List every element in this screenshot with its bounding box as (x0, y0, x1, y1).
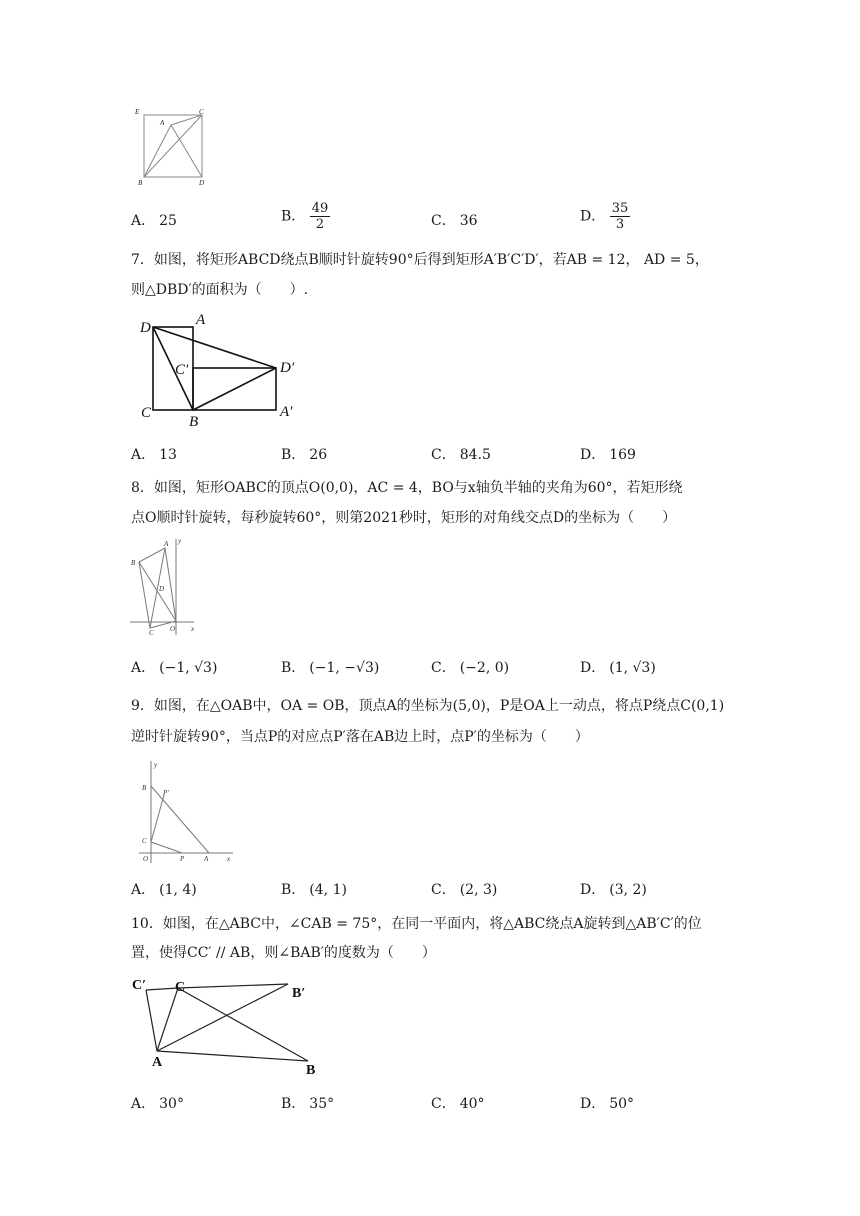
q9-figure (135, 757, 240, 867)
q9-label-b: B (142, 784, 147, 792)
q7-label-c: C (141, 405, 152, 421)
q8-label-a: A (164, 540, 169, 548)
q9-label-p-prime: P′ (163, 789, 169, 797)
q9-stem-line1: 9．如图，在△OAB中，OA = OB，顶点A的坐标为(5,0)，P是OA上一动点，将点P绕点C(0,1) (131, 698, 725, 714)
q7-option-b[interactable]: B． 26 (281, 447, 328, 463)
q10-label-a: A (152, 1055, 163, 1070)
q7-label-d-prime: D′ (280, 360, 295, 376)
q9-label-a: A (204, 855, 209, 863)
q6-label-c: C (199, 108, 204, 116)
q9-label-p: P (180, 855, 185, 863)
q6-option-c[interactable]: C． 36 (431, 213, 478, 229)
q8-stem-line2: 点O顺时针旋转，每秒旋转60°，则第2021秒时，矩形的对角线交点D的坐标为（ ） (131, 510, 677, 526)
q7-label-a: A (196, 312, 206, 328)
q6-option-b-fraction: $\frac{49}{2}$ (311, 201, 329, 232)
q10-figure (128, 972, 328, 1077)
q9-option-b[interactable]: B． (4, 1) (281, 882, 347, 898)
q10-label-b-prime: B′ (292, 986, 306, 1001)
q6-option-d[interactable]: D． $\frac{35}{3}$ (580, 201, 629, 232)
q9-option-c[interactable]: C． (2, 3) (431, 882, 498, 898)
q9-label-c: C (142, 837, 147, 845)
q9-label-o: O (143, 855, 149, 863)
q9-option-d[interactable]: D． (3, 2) (580, 882, 647, 898)
q8-label-b: B (131, 559, 136, 567)
q7-option-d[interactable]: D． 169 (580, 447, 636, 463)
q8-option-a[interactable]: A． (−1, √3) (131, 660, 218, 676)
q10-stem-line2: 置，使得CC′ // AB，则∠BAB′的度数为（ ） (131, 945, 436, 961)
q8-option-d[interactable]: D． (1, √3) (580, 660, 656, 676)
q6-option-d-fraction: $\frac{35}{3}$ (611, 201, 629, 232)
q7-stem-line1: 7．如图，将矩形ABCD绕点B顺时针旋转90°后得到矩形A′B′C′D′，若AB = 12， AD = 5， (131, 252, 709, 268)
q6-label-e: E (135, 108, 140, 116)
q7-option-c[interactable]: C． 84.5 (431, 447, 491, 463)
q6-option-a[interactable]: A． 25 (131, 213, 177, 229)
q10-option-d[interactable]: D． 50° (580, 1096, 635, 1112)
q7-label-a-prime: A′ (280, 404, 293, 420)
q9-label-x: x (227, 855, 231, 863)
q9-option-a[interactable]: A． (1, 4) (131, 882, 197, 898)
q10-option-c[interactable]: C． 40° (431, 1096, 485, 1112)
q8-option-c[interactable]: C． (−2, 0) (431, 660, 510, 676)
q7-label-d: D (140, 320, 151, 336)
q7-label-c-prime: C′ (175, 362, 189, 378)
q9-label-y: y (154, 761, 158, 769)
q8-label-y: y (178, 537, 182, 545)
q8-label-c: C (149, 629, 154, 637)
q10-label-b: B (306, 1063, 316, 1077)
q7-label-b: B (189, 414, 199, 430)
q10-option-b[interactable]: B． 35° (281, 1096, 335, 1112)
q6-label-d: D (199, 179, 205, 187)
q8-figure (128, 535, 203, 640)
q8-option-b[interactable]: B． (−1, −√3) (281, 660, 380, 676)
q8-label-d: D (159, 585, 165, 593)
q9-stem-line2: 逆时针旋转90°，当点P的对应点P′落在AB边上时，点P′的坐标为（ ） (131, 729, 589, 745)
q8-label-x: x (191, 625, 195, 633)
q8-stem-line1: 8．如图，矩形OABC的顶点O(0,0)，AC = 4，BO与x轴负半轴的夹角为60°，若矩形绕 (131, 480, 683, 496)
q10-stem-line1: 10．如图，在△ABC中，∠CAB = 75°，在同一平面内，将△ABC绕点A旋转到△AB′C′的位 (131, 916, 702, 932)
q7-option-a[interactable]: A． 13 (131, 447, 177, 463)
q6-figure (128, 100, 218, 190)
q8-label-o: O (170, 625, 176, 633)
q7-stem-line2: 则△DBD′的面积为（ ）. (131, 282, 309, 298)
q10-label-c: C (175, 980, 186, 995)
q7-figure (135, 310, 310, 435)
q10-label-c-prime: C′ (132, 978, 147, 993)
q6-label-a: A (160, 119, 165, 127)
q10-option-a[interactable]: A． 30° (131, 1096, 184, 1112)
q6-label-b: B (138, 179, 143, 187)
q6-option-b[interactable]: B． $\frac{49}{2}$ (281, 201, 329, 232)
